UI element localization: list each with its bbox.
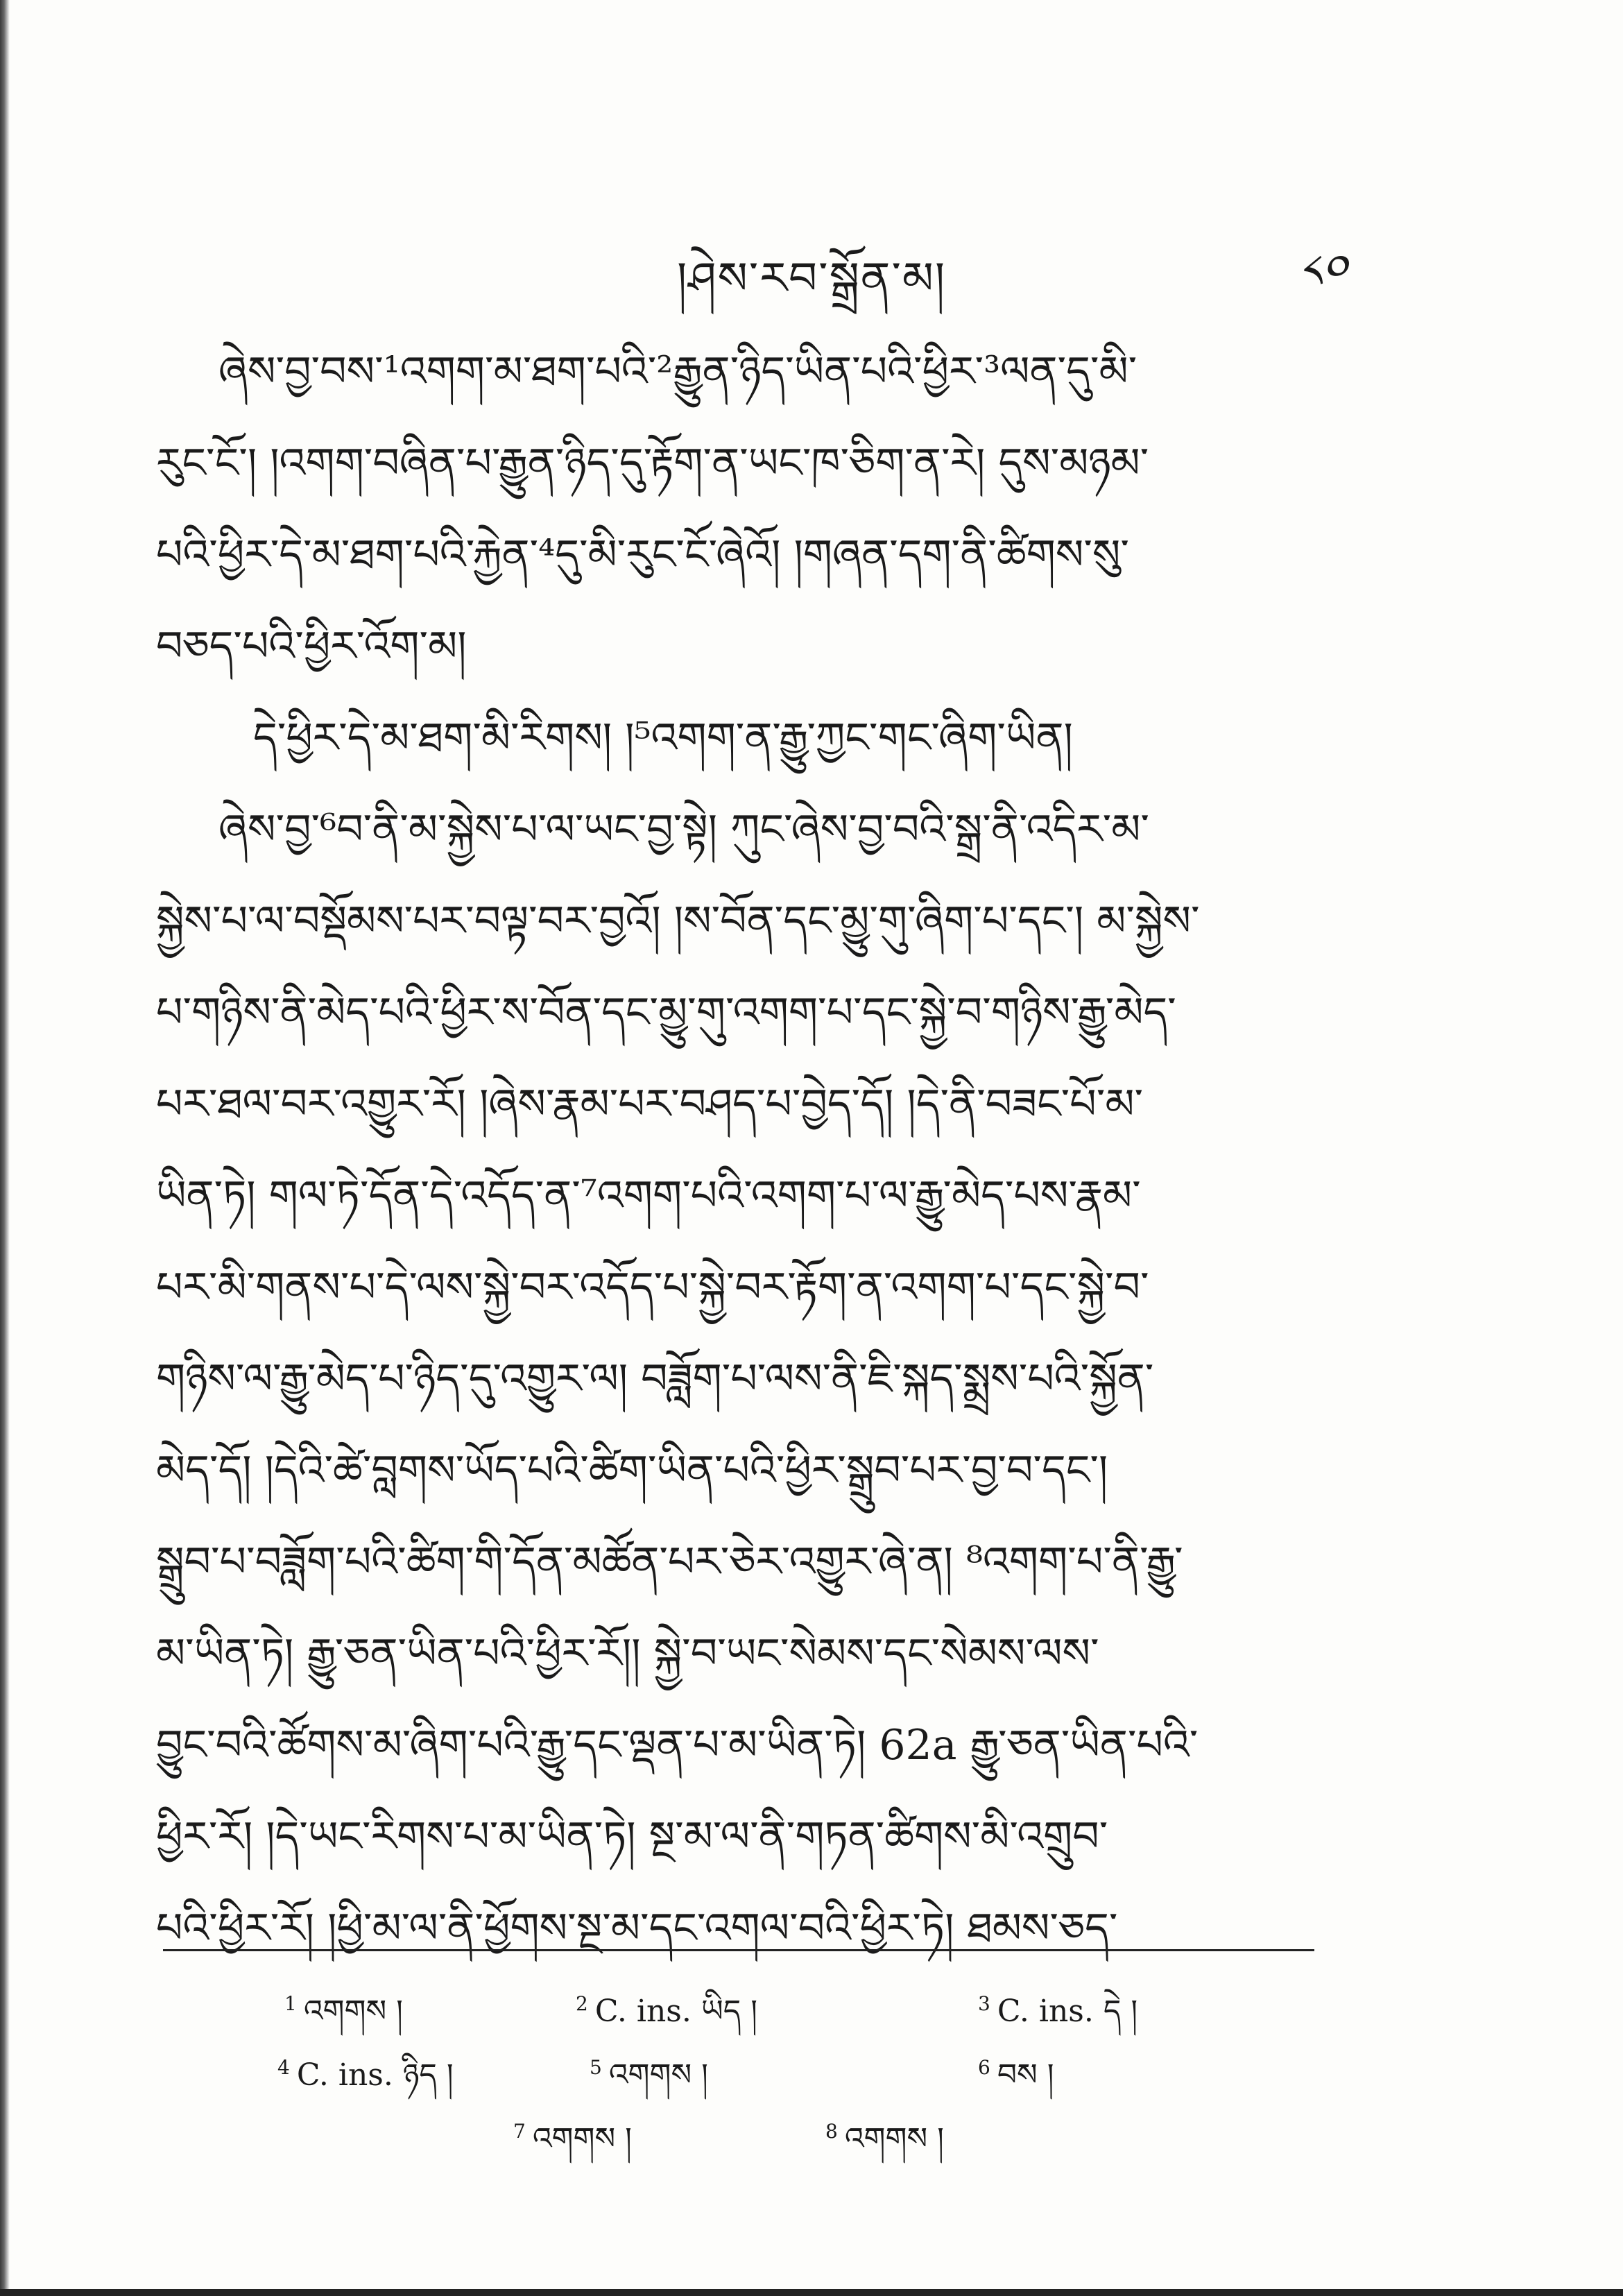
text-line: རུང་ངོ་། །འགག་བཞིན་པ་རྒྱུན་ཉིད་དུ་རྟོག་ན་ཡང་ཁ་ཅིག་ན་རེ། དུས་མཉམ་: [156, 439, 1149, 488]
footnote-number: 7: [513, 2120, 526, 2143]
footnote-number: 8: [825, 2120, 838, 2143]
text-line: སྐྱེས་པ་ལ་བསྡོམས་པར་བལྟ་བར་བྱའོ། །ས་བོན་དང་མྱུ་གུ་ཞིག་པ་དང་། མ་སྐྱེས་: [156, 897, 1200, 945]
footnote-number: 5: [590, 2056, 602, 2080]
text-line: པར་མི་གནས་པ་དེ་ལས་སྐྱེ་བར་འདོད་པ་སྐྱེ་བར་རྟོག་ན་འགག་པ་དང་སྐྱེ་བ་: [156, 1263, 1149, 1312]
footnote: [513, 2105, 632, 2191]
running-head: །ཤེས་རབ་སྒྲོན་མ།: [676, 253, 947, 305]
footnote: [978, 2041, 1054, 2127]
text-line: ཡིན་ཏེ། གལ་ཏེ་དོན་དེ་འདོད་ན་⁷འགག་པའི་འགག་པ་ལ་རྒྱུ་མེད་པས་རྣམ་: [156, 1172, 1141, 1220]
footnote: [277, 2041, 454, 2127]
footnote-text: C. ins. ཡིད །: [594, 1994, 757, 2029]
text-line: མ་ཡིན་ཏེ། རྒྱུ་ཅན་ཡིན་པའི་ཕྱིར་རོ།། སྐྱེ་བ་ཡང་སེམས་དང་སེམས་ལས་: [156, 1629, 1099, 1678]
footnote-text: C. ins. དེ །: [997, 1994, 1138, 2029]
text-line: ཞེས་བྱ་བས་¹འགག་མ་ཐག་པའི་²རྒྱུན་ཉིད་ཡིན་པའི་ཕྱིར་³ལན་དུ་མི་: [218, 348, 1137, 396]
footnote-text: འགགས །: [303, 1994, 403, 2029]
footnote-number: 1: [284, 1992, 297, 2016]
text-line: སྒྲུབ་པ་བཟློག་པའི་ཚིག་གི་དོན་མཚོན་པར་ཅེར་འགྱུར་ཞེ་ན། ⁸འགག་པ་ནི་རྒྱུ་: [156, 1538, 1183, 1586]
footnote-text: བས །: [997, 2057, 1054, 2093]
text-line: བྱུང་བའི་ཚོགས་མ་ཞིག་པའི་རྒྱུ་དང་ལྡན་པ་མ་ཡིན་ཏེ། 62a རྒྱུ་ཅན་ཡིན་པའི་: [156, 1721, 1199, 1770]
text-line: པའི་ཕྱིར་དེ་མ་ཐག་པའི་རྐྱེན་⁴དུ་མི་རུང་ངོ་ཞེའོ། །གཞན་དག་ནི་ཚིགས་སུ་: [156, 531, 1130, 579]
footnote-text: C. ins. ཉིད །: [296, 2057, 454, 2093]
footnote-separator: [163, 1949, 1314, 1951]
text-line: ཞེས་བྱ་⁶བ་ནི་མ་སྐྱེས་པ་ལ་ཡང་བྱ་སྟེ། ཀུང་ཞེས་བྱ་བའི་སྒྲ་ནི་འདིར་མ་: [218, 805, 1149, 854]
text-line: པར་ཐལ་བར་འགྱུར་རོ། །ཞེས་རྣམ་པར་བཤད་པ་བྱེད་དོ། །དེ་ནི་བཟང་པོ་མ་: [156, 1080, 1144, 1129]
footnote-text: འགགས །: [608, 2057, 708, 2093]
text-line: གཉིས་ལ་རྒྱུ་མེད་པ་ཉིད་དུ་འགྱུར་ལ། བཟློག་པ་ལས་ནི་ཇི་སྐད་སྨྲས་པའི་སྐྱོན་: [156, 1355, 1154, 1403]
footnote-number: 3: [978, 1992, 990, 2016]
text-line: པའི་ཕྱིར་རོ། །ཕྱི་མ་ལ་ནི་ཕྱོགས་སྔ་མ་དང་འགལ་བའི་ཕྱིར་ཏེ། ཐམས་ཅད་: [156, 1904, 1118, 1953]
text-line: མེད་དོ། །དེའི་ཚེ་བླགས་ཡོད་པའི་ཚིག་ཡིན་པའི་ཕྱིར་སྒྲུབ་པར་བྱ་བ་དང་།: [156, 1446, 1108, 1495]
footnote: [825, 2105, 944, 2191]
page-number: ༨༠: [1298, 246, 1346, 298]
footnote-text: འགགས །: [532, 2121, 632, 2157]
main-text: [156, 326, 1321, 1974]
footnote-number: 4: [277, 2056, 290, 2080]
text-line: ཕྱིར་རོ། །དེ་ཡང་རིགས་པ་མ་ཡིན་ཏེ། སྔ་མ་ལ་ནི་གཏན་ཚིགས་མི་འགྲུབ་: [156, 1813, 1108, 1861]
footnote-number: 6: [978, 2056, 990, 2080]
text-line: བཅད་པའི་ཕྱིར་འོག་མ།: [156, 622, 467, 671]
footnote-text: འགགས །: [844, 2121, 944, 2157]
page-bottom-edge: [0, 2289, 1623, 2296]
text-line: པ་གཉིས་ནི་མེད་པའི་ཕྱིར་ས་བོན་དང་མྱུ་གུ་འགག་པ་དང་སྐྱེ་བ་གཉིས་རྒྱུ་མེད་: [156, 988, 1176, 1037]
verse-line: དེ་ཕྱིར་དེ་མ་ཐག་མི་རིགས། །⁵འགག་ན་རྒྱུ་ཀྱང་གང་ཞིག་ཡིན།: [253, 714, 1073, 762]
footnote-number: 2: [576, 1992, 588, 2016]
